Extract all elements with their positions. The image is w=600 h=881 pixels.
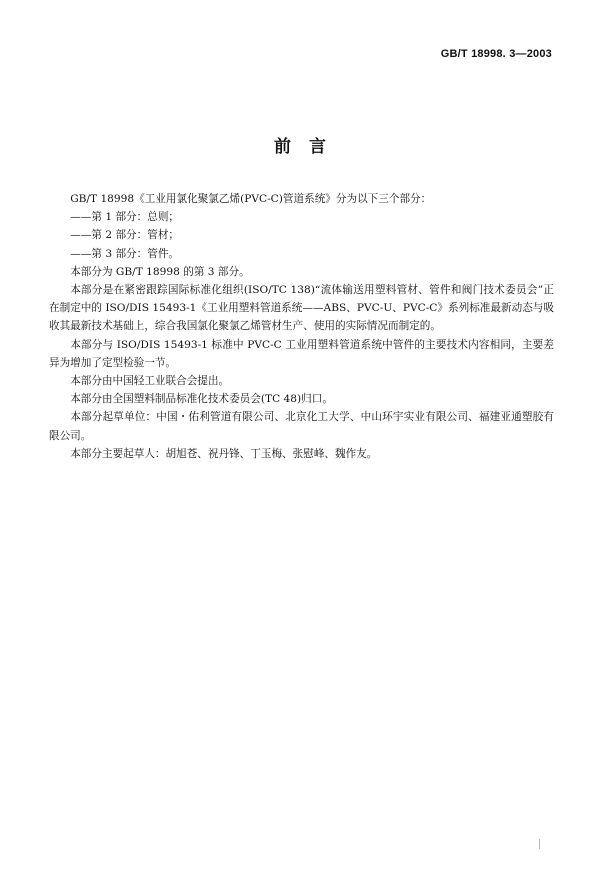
page-edge-mark [539,839,540,849]
list-item-part-3: ——第 3 部分：管件。 [70,247,180,260]
paragraph-drafting-units: 本部分起草单位：中国・佑利管道有限公司、北京化工大学、中山环宇实业有限公司、福建亚通塑胶有限公司。 [49,411,554,442]
list-item-part-2: ——第 2 部分：管材； [70,229,180,242]
paragraph-proposed-by: 本部分由中国轻工业联合会提出。 [70,375,230,388]
paragraph-centralized-by: 本部分由全国塑料制品标准化技术委员会(TC 48)归口。 [70,393,333,406]
paragraph-drafters: 本部分主要起草人：胡旭苍、祝丹锋、丁玉梅、张慰峰、魏作友。 [70,447,378,460]
paragraph-part-statement: 本部分为 GB/T 18998 的第 3 部分。 [70,265,250,278]
page-title: 前言 [274,137,344,157]
standard-number: GB/T 18998. 3—2003 [440,48,552,60]
paragraph-differences: 本部分与 ISO/DIS 15493-1 标准中 PVC-C 工业用塑料管道系统中管件的主要技术内容相同，主要差异为增加了定型检验一节。 [49,338,554,369]
list-item-part-1: ——第 1 部分：总则； [70,211,180,224]
paragraph-basis: 本部分是在紧密跟踪国际标准化组织(ISO/TC 138)“流体输送用塑料管材、管件和阀门技术委员会”正在制定中的 ISO/DIS 15493-1《工业用塑料管道系统——ABS、PVC-U、PVC-C》系列标准最新动态与吸收其最新技术基础上，综合我国氯化聚氯乙烯管材生产、使用的实际情况而制定的。 [49,284,554,333]
foreword-body [49,190,554,463]
paragraph-intro: GB/T 18998《工业用氯化聚氯乙烯(PVC-C)管道系统》分为以下三个部分： [70,193,432,205]
